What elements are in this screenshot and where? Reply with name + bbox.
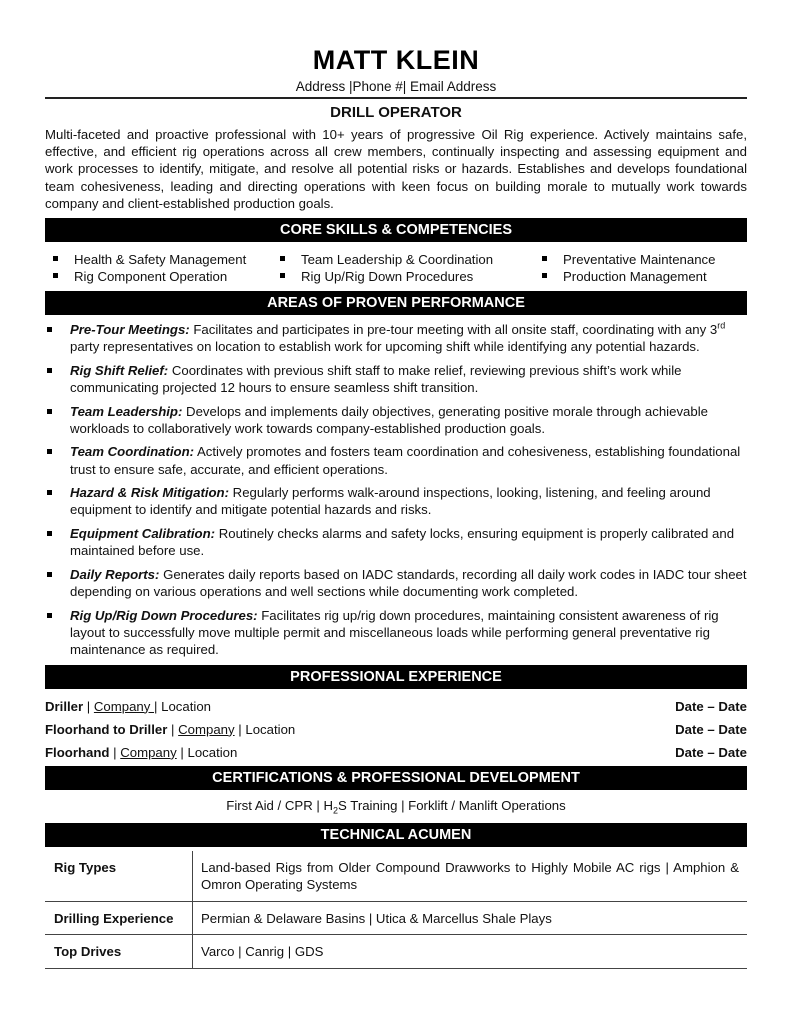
performance-item: Rig Shift Relief: Coordinates with previous shift staff to make relief, reviewing previous shift’s work while communicating projected 12 hours to ensure seamless shift transition.: [45, 362, 747, 396]
bullet-square-icon: [47, 490, 52, 495]
experience-row: Floorhand to Driller | Company | Location Date – Date: [45, 721, 747, 737]
bullet-square-icon: [47, 449, 52, 454]
certifications-line: First Aid / CPR | $H_2S$ Training | Forklift / Manlift Operations: [226, 797, 566, 816]
performance-item: Rig Up/Rig Down Procedures: Facilitates rig up/rig down procedures, maintaining consistent awareness of rig layout to successfully move multiple permit and miscellaneous loads while performing general preventative rig maintenance as required.: [45, 607, 747, 659]
contact-line: Address |Phone #| Email Address: [295, 79, 497, 94]
skill-item: Preventative Maintenance: [534, 251, 747, 268]
skill-item: Rig Component Operation: [45, 268, 272, 285]
bullet-square-icon: [47, 572, 52, 577]
section-bar-skills: CORE SKILLS & COMPETENCIES: [45, 218, 747, 242]
performance-item: Pre-Tour Meetings: Facilitates and participates in pre-tour meeting with all onsite staff, coordinating with any 3rd party representatives on location to establish work for upcoming shift while identifying any potential hazards.: [45, 321, 747, 355]
company-link[interactable]: Company: [178, 721, 235, 737]
performance-item: Hazard & Risk Mitigation: Regularly performs walk-around inspections, looking, listening, and feeling around equipment to identify and mitigate potential hazards and risks.: [45, 484, 747, 518]
bullet-square-icon: [47, 327, 52, 332]
bullet-square-icon: [47, 613, 52, 618]
location: Location: [187, 744, 238, 760]
job-title: DRILL OPERATOR: [330, 104, 462, 121]
section-bar-certifications: CERTIFICATIONS & PROFESSIONAL DEVELOPMENT: [45, 766, 747, 790]
resume-page: [45, 0, 747, 969]
role-title: Floorhand: [45, 744, 110, 760]
professional-summary: Multi-faceted and proactive professional with 10+ years of progressive Oil Rig experience. Actively maintains safe, effective, and efficient rig operations across all crew members, continually inspecting and assessing equipment and work processes to identify, mitigate, and resolve all potential risks or hazards. Establishes and develops foundational team cohesiveness, leading and directing operations with keen focus on building morale to mutually work towards company and client-established production goals.: [45, 127, 747, 211]
company-link[interactable]: Company: [93, 698, 155, 714]
section-bar-technical: TECHNICAL ACUMEN: [45, 823, 747, 847]
tech-value: Land-based Rigs from Older Compound Drawworks to Highly Mobile AC rigs | Amphion & Omron Operating Systems: [192, 851, 747, 901]
section-bar-experience: PROFESSIONAL EXPERIENCE: [45, 665, 747, 689]
date-range: Date – Date: [675, 721, 747, 737]
performance-item: Equipment Calibration: Routinely checks alarms and safety locks, ensuring equipment is properly calibrated and maintained before use.: [45, 525, 747, 559]
header-divider: [45, 97, 747, 99]
bullet-square-icon: [280, 273, 285, 278]
experience-list: [45, 698, 747, 761]
tech-value: Permian & Delaware Basins | Utica & Marcellus Shale Plays: [192, 902, 747, 934]
performance-item: Team Coordination: Actively promotes and fosters team coordination and cohesiveness, establishing foundational trust to ensure safe, accurate, and efficient operations.: [45, 443, 747, 477]
table-row: [45, 902, 747, 935]
tech-label: Rig Types: [54, 860, 117, 876]
role-title: Driller: [45, 698, 84, 714]
performance-item: Daily Reports: Generates daily reports based on IADC standards, recording all daily work codes in IADC tour sheet depending on various operations and well sections while documenting work completed.: [45, 566, 747, 600]
skill-item: Team Leadership & Coordination: [272, 251, 534, 268]
section-bar-performance: AREAS OF PROVEN PERFORMANCE: [45, 291, 747, 315]
performance-item: Team Leadership: Develops and implements daily objectives, generating positive morale through achievable workloads to collaboratively work towards company-established production goals.: [45, 403, 747, 437]
table-row: [45, 851, 747, 902]
location: Location: [161, 698, 211, 714]
experience-row: Floorhand | Company | Location Date – Date: [45, 744, 747, 760]
skill-item: Health & Safety Management: [45, 251, 272, 268]
table-row: [45, 935, 747, 969]
date-range: Date – Date: [675, 744, 747, 760]
bullet-square-icon: [47, 368, 52, 373]
skills-grid: [45, 251, 747, 285]
tech-label: Top Drives: [54, 944, 122, 960]
company-link[interactable]: Company: [120, 744, 177, 760]
skill-item: Rig Up/Rig Down Procedures: [272, 268, 534, 285]
role-title: Floorhand to Driller: [45, 721, 168, 737]
performance-list: [45, 321, 747, 658]
tech-label: Drilling Experience: [54, 911, 174, 927]
tech-value: Varco | Canrig | GDS: [192, 935, 747, 968]
location: Location: [245, 721, 296, 737]
bullet-square-icon: [542, 256, 547, 261]
candidate-name: MATT KLEIN: [312, 45, 480, 75]
bullet-square-icon: [542, 273, 547, 278]
experience-row: Driller | Company | Location Date – Date: [45, 698, 747, 714]
bullet-square-icon: [53, 256, 58, 261]
bullet-square-icon: [280, 256, 285, 261]
bullet-square-icon: [47, 409, 52, 414]
technical-table: [45, 851, 747, 969]
bullet-square-icon: [53, 273, 58, 278]
date-range: Date – Date: [675, 698, 747, 714]
bullet-square-icon: [47, 531, 52, 536]
skill-item: Production Management: [534, 268, 747, 285]
